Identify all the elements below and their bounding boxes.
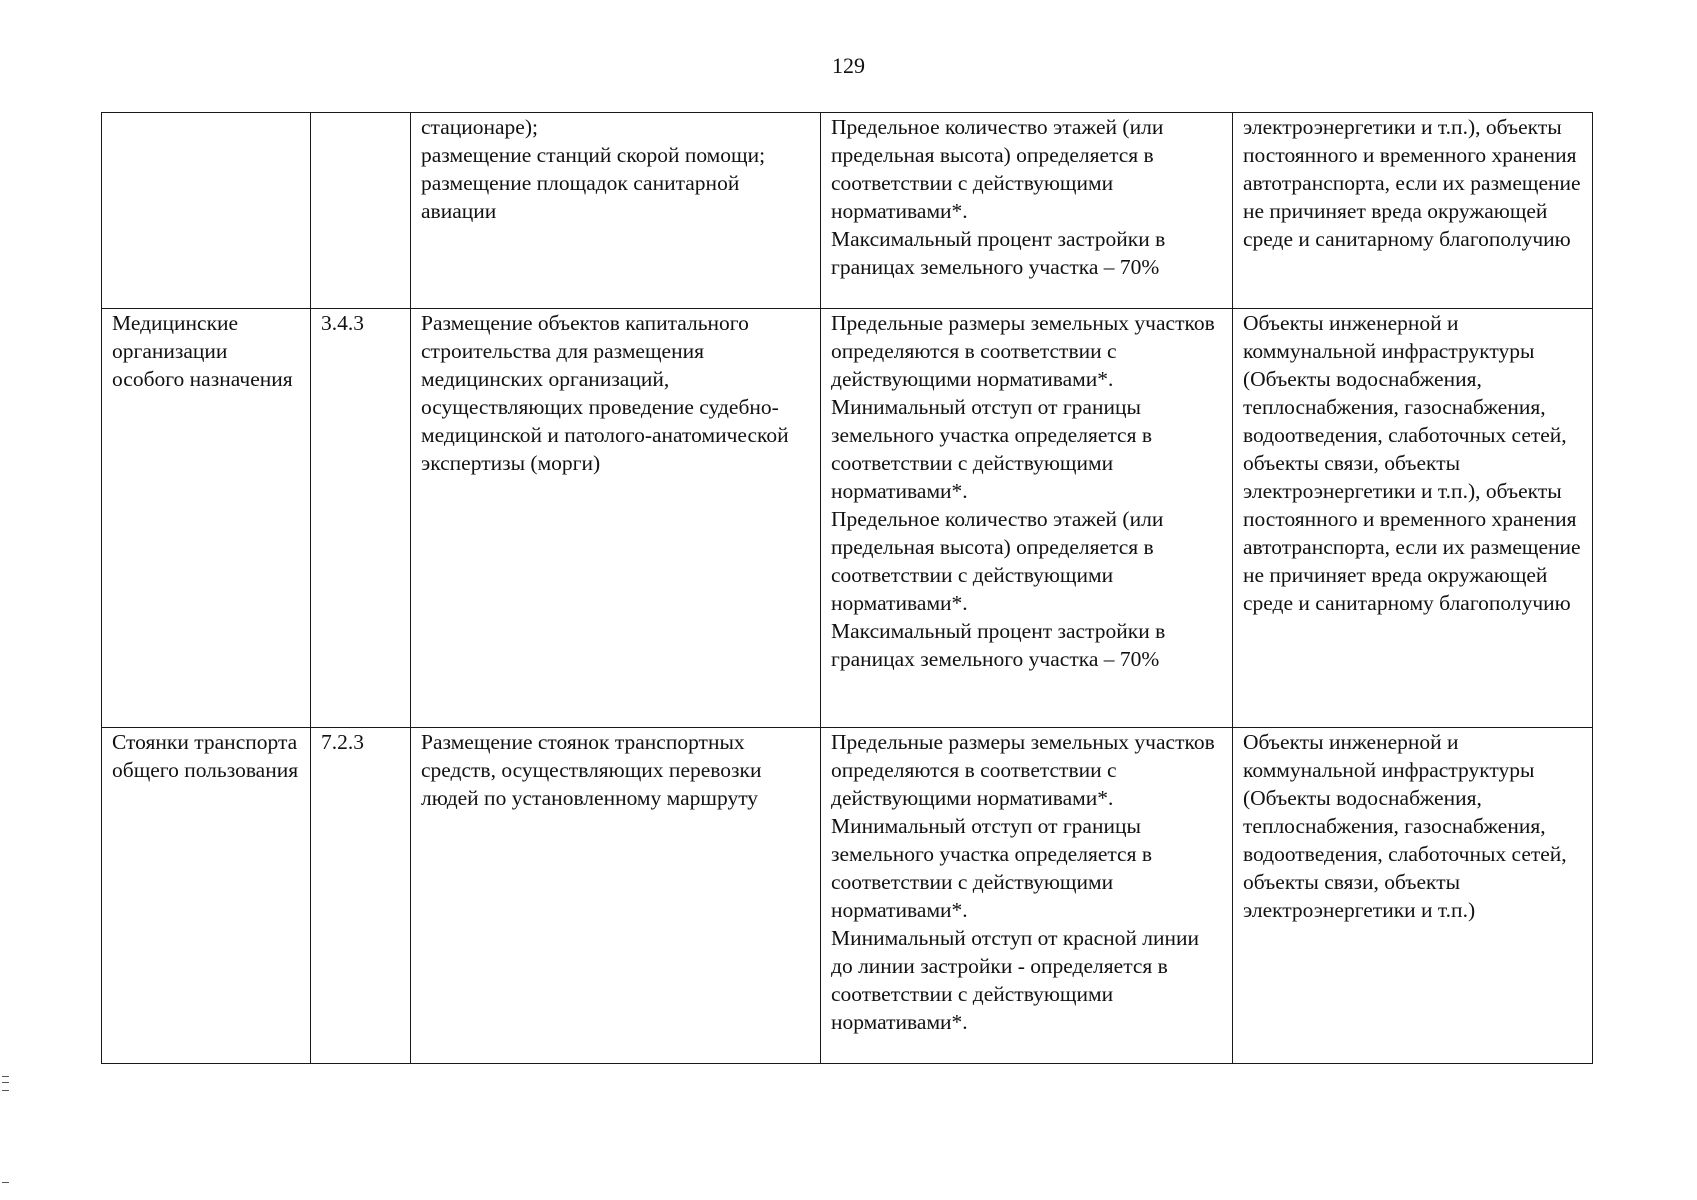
scan-margin-mark <box>2 1090 9 1091</box>
use-parameters-cell <box>821 309 1233 728</box>
page-number: 129 <box>832 53 865 78</box>
use-code: 7.2.3 <box>321 730 364 754</box>
use-parameters-cell <box>821 113 1233 309</box>
use-parameters: Предельные размеры земельных участков определяются в соответствии с действующими нормативами*. Минимальный отступ от границы земельного участка определяется в соответствии с действующими нормативами*. Минимальный отступ от красной линии до линии застройки - определяется в соответствии с действующими нормативами*. <box>831 730 1215 1034</box>
scan-margin-mark <box>2 1182 9 1183</box>
use-description-cell <box>411 113 821 309</box>
scan-margin-mark <box>2 1076 9 1077</box>
auxiliary-uses-cell <box>1233 113 1593 309</box>
use-description-cell <box>411 728 821 1064</box>
land-use-table <box>101 112 1593 1064</box>
table-row <box>102 113 1593 309</box>
use-code: 3.4.3 <box>321 311 364 335</box>
use-description: Размещение стоянок транспортных средств, осуществляющих перевозки людей по установленному маршруту <box>421 730 762 810</box>
use-description: стационаре); размещение станций скорой помощи; размещение площадок санитарной авиации <box>421 115 766 223</box>
use-name: Стоянки транспорта общего пользования <box>112 730 299 782</box>
use-parameters: Предельное количество этажей (или предельная высота) определяется в соответствии с действующими нормативами*. Максимальный процент застройки в границах земельного участка – 70% <box>831 115 1166 279</box>
use-name-cell <box>102 728 311 1064</box>
use-parameters-cell <box>821 728 1233 1064</box>
use-description-cell <box>411 309 821 728</box>
use-code-cell <box>311 728 411 1064</box>
table-row <box>102 309 1593 728</box>
use-code-cell <box>311 113 411 309</box>
use-name-cell <box>102 309 311 728</box>
auxiliary-uses: электроэнергетики и т.п.), объекты постоянного и временного хранения автотранспорта, если их размещение не причиняет вреда окружающей среде и санитарному благополучию <box>1243 115 1581 251</box>
use-parameters: Предельные размеры земельных участков определяются в соответствии с действующими нормативами*. Минимальный отступ от границы земельного участка определяется в соответствии с действующими нормативами*. Предельное количество этажей (или предельная высота) определяется в соответствии с действующими нормативами*. Максимальный процент застройки в границах земельного участка – 70% <box>831 311 1215 671</box>
use-description: Размещение объектов капитального строительства для размещения медицинских организаций, осуществляющих проведение судебно-медицинской и патолого-анатомической экспертизы (морги) <box>421 311 789 475</box>
auxiliary-uses: Объекты инженерной и коммунальной инфраструктуры (Объекты водоснабжения, теплоснабжения, газоснабжения, водоотведения, слаботочных сетей, объекты связи, объекты электроэнергетики и т.п.) <box>1243 730 1567 922</box>
table-row <box>102 728 1593 1064</box>
use-code-cell <box>311 309 411 728</box>
use-name-cell <box>102 113 311 309</box>
auxiliary-uses-cell <box>1233 309 1593 728</box>
scan-margin-mark <box>2 1082 9 1083</box>
auxiliary-uses-cell <box>1233 728 1593 1064</box>
auxiliary-uses: Объекты инженерной и коммунальной инфраструктуры (Объекты водоснабжения, теплоснабжения, газоснабжения, водоотведения, слаботочных сетей, объекты связи, объекты электроэнергетики и т.п.), объекты постоянного и временного хранения автотранспорта, если их размещение не причиняет вреда окружающей среде и санитарному благополучию <box>1243 311 1581 615</box>
use-name: Медицинские организации особого назначения <box>112 311 293 391</box>
